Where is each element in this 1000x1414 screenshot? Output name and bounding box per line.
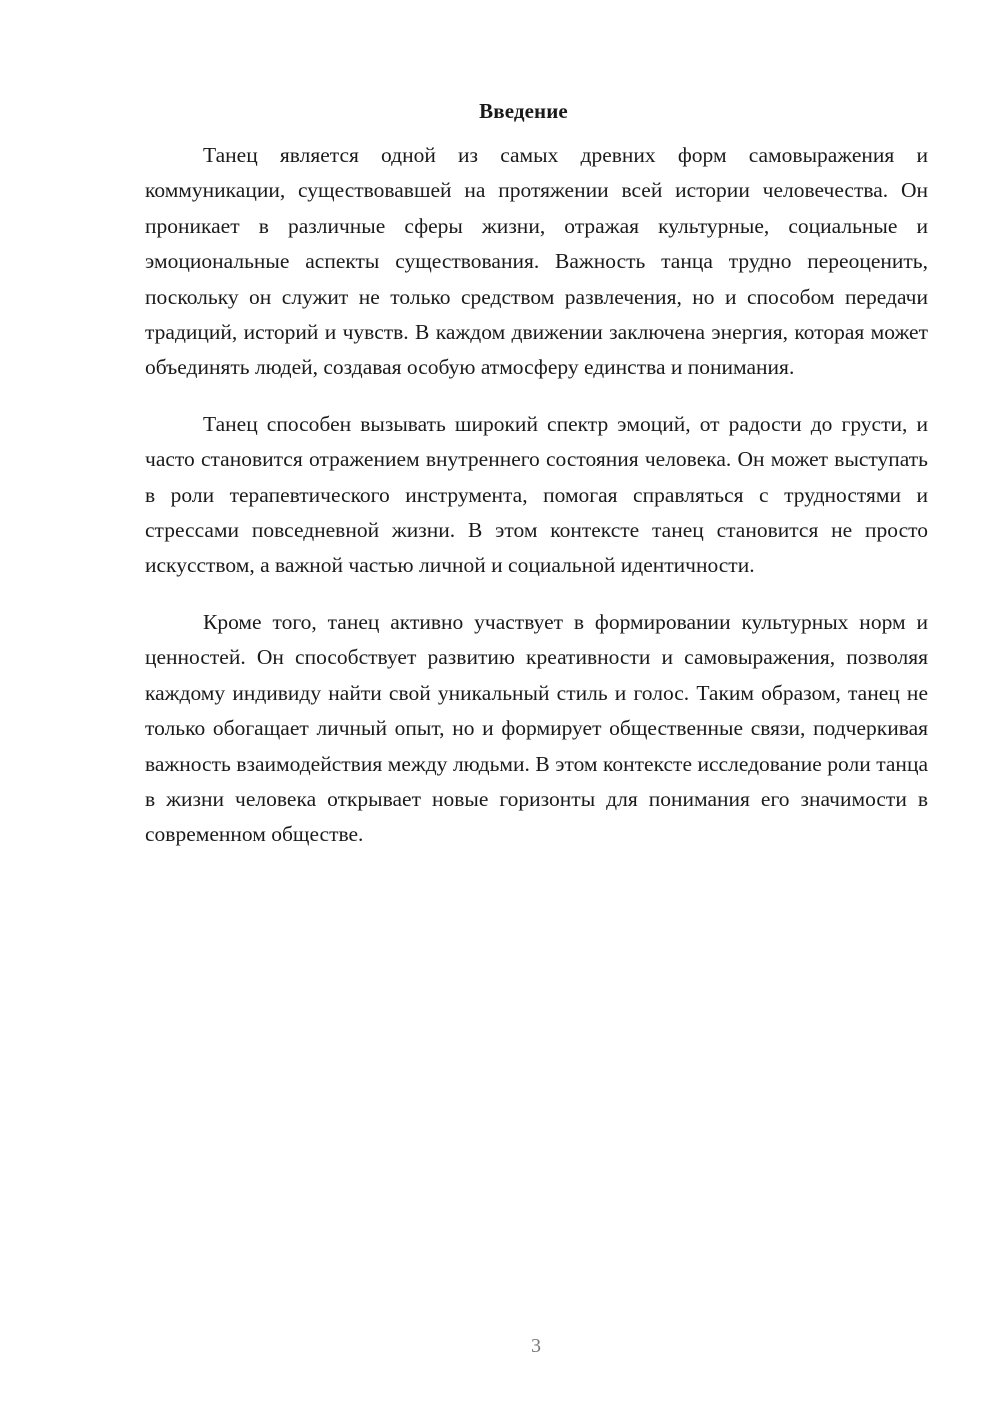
page-number: 3 bbox=[531, 1335, 541, 1357]
page-content bbox=[145, 96, 928, 853]
paragraph-3: Кроме того, танец активно участвует в формировании культурных норм и ценностей. Он способствует развитию креативности и самовыражения, позволяя каждому индивиду найти свой уникальный стиль и голос. Таким образом, танец не только обогащает личный опыт, но и формирует общественные связи, подчеркивая важность взаимодействия между людьми. В этом контексте исследование роли танца в жизни человека открывает новые горизонты для понимания его значимости в современном обществе. bbox=[145, 609, 928, 847]
paragraph-2: Танец способен вызывать широкий спектр эмоций, от радости до грусти, и часто становится отражением внутреннего состояния человека. Он может выступать в роли терапевтического инструмента, помогая справляться с трудностями и стрессами повседневной жизни. В этом контексте танец становится не просто искусством, а важной частью личной и социальной идентичности. bbox=[145, 411, 928, 578]
page-title: Введение bbox=[479, 99, 568, 123]
paragraph-1: Танец является одной из самых древних форм самовыражения и коммуникации, существовавшей на протяжении всей истории человечества. Он проникает в различные сферы жизни, отражая культурные, социальные и эмоциональные аспекты существования. Важность танца трудно переоценить, поскольку он служит не только средством развлечения, но и способом передачи традиций, историй и чувств. В каждом движении заключена энергия, которая может объединять людей, создавая особую атмосферу единства и понимания. bbox=[145, 143, 928, 380]
